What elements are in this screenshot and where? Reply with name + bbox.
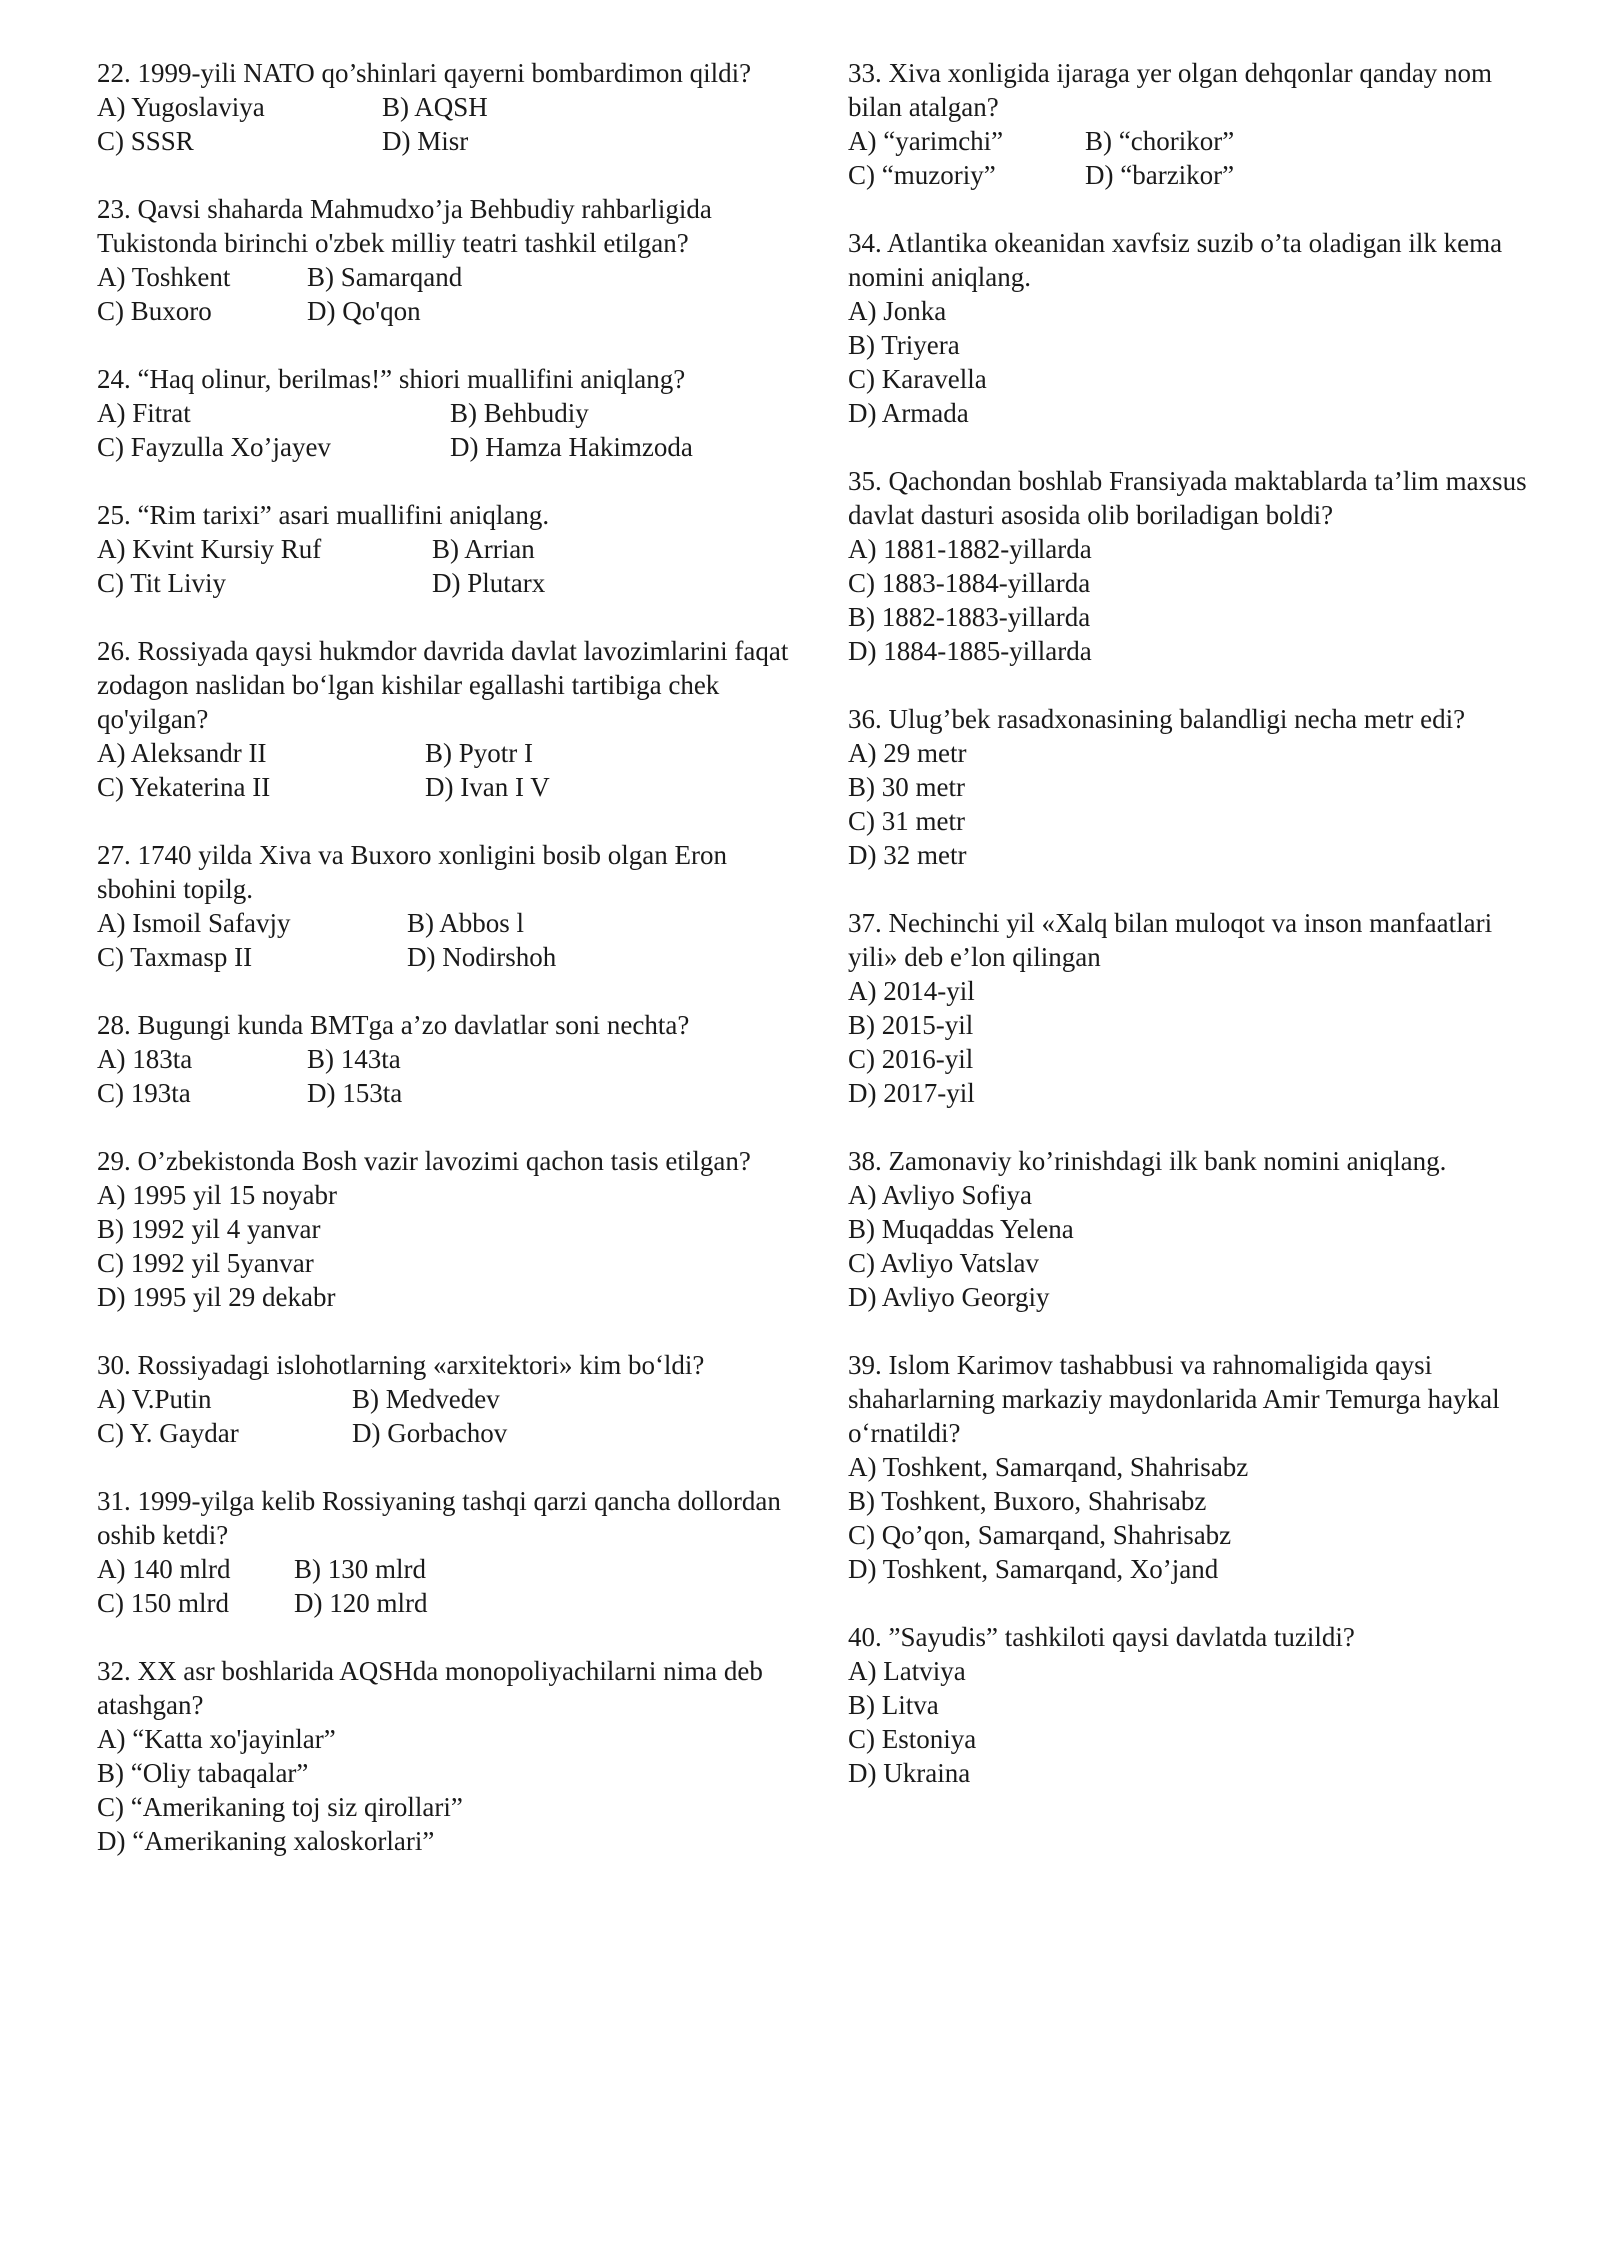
answer-option: C) Fayzulla Xo’jayev <box>97 432 331 462</box>
answer-options-row <box>848 1178 1548 1212</box>
right-column <box>848 56 1548 1824</box>
answer-option: D) Plutarx <box>432 568 546 598</box>
answer-option: A) Toshkent <box>97 262 231 292</box>
question-block <box>848 1144 1548 1314</box>
answer-option: B) 130 mlrd <box>294 1554 426 1584</box>
answer-options-row <box>848 396 1548 430</box>
answer-option: C) 31 metr <box>848 806 965 836</box>
question-text: 29. O’zbekistonda Bosh vazir lavozimi qachon tasis etilgan? <box>97 1146 751 1176</box>
answer-option: C) Yekaterina II <box>97 772 271 802</box>
answer-option: B) Pyotr I <box>425 738 533 768</box>
answer-options-row <box>97 124 797 158</box>
question-block <box>848 56 1548 192</box>
answer-options-row <box>848 1246 1548 1280</box>
answer-option: A) Aleksandr II <box>97 738 267 768</box>
answer-option: D) 1884-1885-yillarda <box>848 636 1092 666</box>
question-block <box>97 498 797 600</box>
question-block <box>848 1620 1548 1790</box>
answer-options-row <box>848 736 1548 770</box>
answer-options-row <box>97 1586 797 1620</box>
answer-option: D) Toshkent, Samarqand, Xo’jand <box>848 1554 1219 1584</box>
answer-option: C) “muzoriy” <box>848 160 996 190</box>
answer-option: D) 120 mlrd <box>294 1588 428 1618</box>
answer-options-row <box>848 362 1548 396</box>
answer-options-row <box>848 804 1548 838</box>
question-text: 35. Qachondan boshlab Fransiyada maktablarda ta’lim maxsus davlat dasturi asosida olib boriladigan boldi? <box>848 466 1527 530</box>
answer-option: C) 1992 yil 5yanvar <box>97 1248 314 1278</box>
answer-options-row <box>848 770 1548 804</box>
question-block <box>97 1144 797 1314</box>
question-text: 26. Rossiyada qaysi hukmdor davrida davlat lavozimlarini faqat zodagon naslidan bo‘lgan kishilar egallashi tartibiga chek qo'yilgan? <box>97 636 789 734</box>
question-text: 22. 1999-yili NATO qo’shinlari qayerni bombardimon qildi? <box>97 58 752 88</box>
answer-options-row <box>848 532 1548 566</box>
answer-options-row <box>848 158 1548 192</box>
answer-options-row <box>97 1790 797 1824</box>
answer-options-row <box>97 396 797 430</box>
answer-option: C) 150 mlrd <box>97 1588 229 1618</box>
answer-option: C) Estoniya <box>848 1724 977 1754</box>
question-text: 34. Atlantika okeanidan xavfsiz suzib o’ta oladigan ilk kema nomini aniqlang. <box>848 228 1503 292</box>
answer-option: B) Triyera <box>848 330 960 360</box>
question-block <box>848 226 1548 430</box>
answer-option: C) Y. Gaydar <box>97 1418 239 1448</box>
answer-option: B) “Oliy tabaqalar” <box>97 1758 309 1788</box>
answer-option: A) 140 mlrd <box>97 1554 231 1584</box>
answer-option: C) Taxmasp II <box>97 942 253 972</box>
answer-option: D) “Amerikaning xaloskorlari” <box>97 1826 435 1856</box>
question-text: 38. Zamonaviy ko’rinishdagi ilk bank nomini aniqlang. <box>848 1146 1447 1176</box>
answer-options-row <box>848 974 1548 1008</box>
answer-option: D) Ivan I V <box>425 772 550 802</box>
answer-options-row <box>848 1450 1548 1484</box>
answer-options-row <box>97 1416 797 1450</box>
question-block <box>848 702 1548 872</box>
answer-option: C) Buxoro <box>97 296 212 326</box>
answer-options-row <box>848 1008 1548 1042</box>
left-column <box>97 56 797 1892</box>
answer-option: A) Toshkent, Samarqand, Shahrisabz <box>848 1452 1249 1482</box>
answer-option: A) V.Putin <box>97 1384 212 1414</box>
answer-option: A) Kvint Kursiy Ruf <box>97 534 322 564</box>
answer-options-row <box>97 294 797 328</box>
question-text: 27. 1740 yilda Xiva va Buxoro xonligini bosib olgan Eron sbohini topilg. <box>97 840 727 904</box>
answer-options-row <box>97 1722 797 1756</box>
answer-option: C) “Amerikaning toj siz qirollari” <box>97 1792 463 1822</box>
answer-option: A) 1881-1882-yillarda <box>848 534 1092 564</box>
answer-option: B) 1992 yil 4 yanvar <box>97 1214 321 1244</box>
question-text: 25. “Rim tarixi” asari muallifini aniqlang. <box>97 500 550 530</box>
question-block <box>97 1348 797 1450</box>
answer-option: B) 1882-1883-yillarda <box>848 602 1091 632</box>
answer-option: D) Qo'qon <box>307 296 421 326</box>
answer-option: D) “barzikor” <box>1085 160 1235 190</box>
question-block <box>97 192 797 328</box>
answer-option: A) 29 metr <box>848 738 967 768</box>
answer-options-row <box>848 1076 1548 1110</box>
answer-option: D) Gorbachov <box>352 1418 508 1448</box>
answer-options-row <box>97 1076 797 1110</box>
answer-option: A) 183ta <box>97 1044 193 1074</box>
answer-option: B) AQSH <box>382 92 488 122</box>
answer-options-row <box>848 1518 1548 1552</box>
answer-options-row <box>848 1722 1548 1756</box>
answer-options-row <box>97 532 797 566</box>
answer-option: D) Ukraina <box>848 1758 971 1788</box>
answer-options-row <box>97 430 797 464</box>
answer-option: A) “yarimchi” <box>848 126 1004 156</box>
answer-option: D) Hamza Hakimzoda <box>450 432 693 462</box>
question-text: 23. Qavsi shaharda Mahmudxo’ja Behbudiy rahbarligida Tukistonda birinchi o'zbek milliy teatri tashkil etilgan? <box>97 194 712 258</box>
answer-option: A) 2014-yil <box>848 976 975 1006</box>
question-block <box>97 1654 797 1858</box>
answer-option: A) Avliyo Sofiya <box>848 1180 1032 1210</box>
question-text: 28. Bugungi kunda BMTga a’zo davlatlar soni nechta? <box>97 1010 690 1040</box>
answer-options-row <box>97 770 797 804</box>
answer-options-row <box>848 294 1548 328</box>
answer-option: A) 1995 yil 15 noyabr <box>97 1180 337 1210</box>
answer-options-row <box>848 1688 1548 1722</box>
answer-option: A) Yugoslaviya <box>97 92 265 122</box>
answer-option: D) 2017-yil <box>848 1078 975 1108</box>
answer-option: A) “Katta xo'jayinlar” <box>97 1724 336 1754</box>
answer-options-row <box>97 906 797 940</box>
answer-options-row <box>97 90 797 124</box>
question-text: 37. Nechinchi yil «Xalq bilan muloqot va inson manfaatlari yili» deb e’lon qilingan <box>848 908 1493 972</box>
answer-option: A) Ismoil Safavjy <box>97 908 291 938</box>
answer-options-row <box>848 124 1548 158</box>
answer-options-row <box>97 1382 797 1416</box>
answer-options-row <box>97 736 797 770</box>
answer-options-row <box>97 1212 797 1246</box>
answer-options-row <box>848 1756 1548 1790</box>
answer-options-row <box>97 260 797 294</box>
answer-options-row <box>97 1178 797 1212</box>
answer-options-row <box>97 1824 797 1858</box>
answer-option: B) Muqaddas Yelena <box>848 1214 1074 1244</box>
question-text: 36. Ulug’bek rasadxonasining balandligi necha metr edi? <box>848 704 1466 734</box>
question-text: 32. XX asr boshlarida AQSHda monopoliyachilarni nima deb atashgan? <box>97 1656 763 1720</box>
answer-option: B) Medvedev <box>352 1384 500 1414</box>
answer-options-row <box>97 1756 797 1790</box>
answer-option: D) 1995 yil 29 dekabr <box>97 1282 336 1312</box>
answer-options-row <box>97 1246 797 1280</box>
answer-option: B) 2015-yil <box>848 1010 974 1040</box>
question-text: 33. Xiva xonligida ijaraga yer olgan dehqonlar qanday nom bilan atalgan? <box>848 58 1493 122</box>
answer-option: C) 2016-yil <box>848 1044 974 1074</box>
question-block <box>97 56 797 158</box>
question-block <box>97 1008 797 1110</box>
answer-option: B) Toshkent, Buxoro, Shahrisabz <box>848 1486 1207 1516</box>
answer-options-row <box>848 1280 1548 1314</box>
answer-options-row <box>848 600 1548 634</box>
question-text: 40. ”Sayudis” tashkiloti qaysi davlatda tuzildi? <box>848 1622 1355 1652</box>
answer-option: B) Abbos l <box>407 908 525 938</box>
answer-options-row <box>97 1552 797 1586</box>
answer-option: C) 1883-1884-yillarda <box>848 568 1091 598</box>
answer-options-row <box>848 1654 1548 1688</box>
answer-options-row <box>97 1042 797 1076</box>
answer-options-row <box>848 1484 1548 1518</box>
answer-option: D) Armada <box>848 398 969 428</box>
answer-options-row <box>848 566 1548 600</box>
answer-options-row <box>97 1280 797 1314</box>
answer-options-row <box>848 1042 1548 1076</box>
answer-option: B) Behbudiy <box>450 398 589 428</box>
answer-options-row <box>848 838 1548 872</box>
answer-option: D) 153ta <box>307 1078 403 1108</box>
question-block <box>97 362 797 464</box>
answer-options-row <box>848 328 1548 362</box>
answer-option: C) SSSR <box>97 126 194 156</box>
answer-option: D) Misr <box>382 126 469 156</box>
answer-option: D) 32 metr <box>848 840 967 870</box>
answer-option: B) Arrian <box>432 534 535 564</box>
question-block <box>97 838 797 974</box>
answer-options-row <box>848 634 1548 668</box>
answer-options-row <box>97 566 797 600</box>
answer-option: A) Latviya <box>848 1656 966 1686</box>
question-block <box>97 634 797 804</box>
answer-option: C) 193ta <box>97 1078 191 1108</box>
question-text: 24. “Haq olinur, berilmas!” shiori muallifini aniqlang? <box>97 364 686 394</box>
answer-option: B) Samarqand <box>307 262 463 292</box>
answer-option: B) 143ta <box>307 1044 401 1074</box>
answer-option: B) Litva <box>848 1690 939 1720</box>
answer-option: A) Jonka <box>848 296 947 326</box>
question-text: 30. Rossiyadagi islohotlarning «arxitektori» kim bo‘ldi? <box>97 1350 705 1380</box>
answer-option: D) Avliyo Georgiy <box>848 1282 1050 1312</box>
answer-option: B) “chorikor” <box>1085 126 1235 156</box>
question-block <box>848 464 1548 668</box>
answer-option: C) Avliyo Vatslav <box>848 1248 1040 1278</box>
question-text: 39. Islom Karimov tashabbusi va rahnomaligida qaysi shaharlarning markaziy maydonlarida Amir Temurga haykal o‘rnatildi? <box>848 1350 1500 1448</box>
question-block <box>848 1348 1548 1586</box>
answer-option: C) Karavella <box>848 364 987 394</box>
answer-option: B) 30 metr <box>848 772 965 802</box>
answer-options-row <box>97 940 797 974</box>
answer-option: D) Nodirshoh <box>407 942 557 972</box>
answer-option: C) Tit Liviy <box>97 568 227 598</box>
answer-options-row <box>848 1552 1548 1586</box>
answer-option: A) Fitrat <box>97 398 191 428</box>
question-block <box>848 906 1548 1110</box>
question-text: 31. 1999-yilga kelib Rossiyaning tashqi qarzi qancha dollordan oshib ketdi? <box>97 1486 781 1550</box>
question-block <box>97 1484 797 1620</box>
answer-option: C) Qo’qon, Samarqand, Shahrisabz <box>848 1520 1232 1550</box>
answer-options-row <box>848 1212 1548 1246</box>
